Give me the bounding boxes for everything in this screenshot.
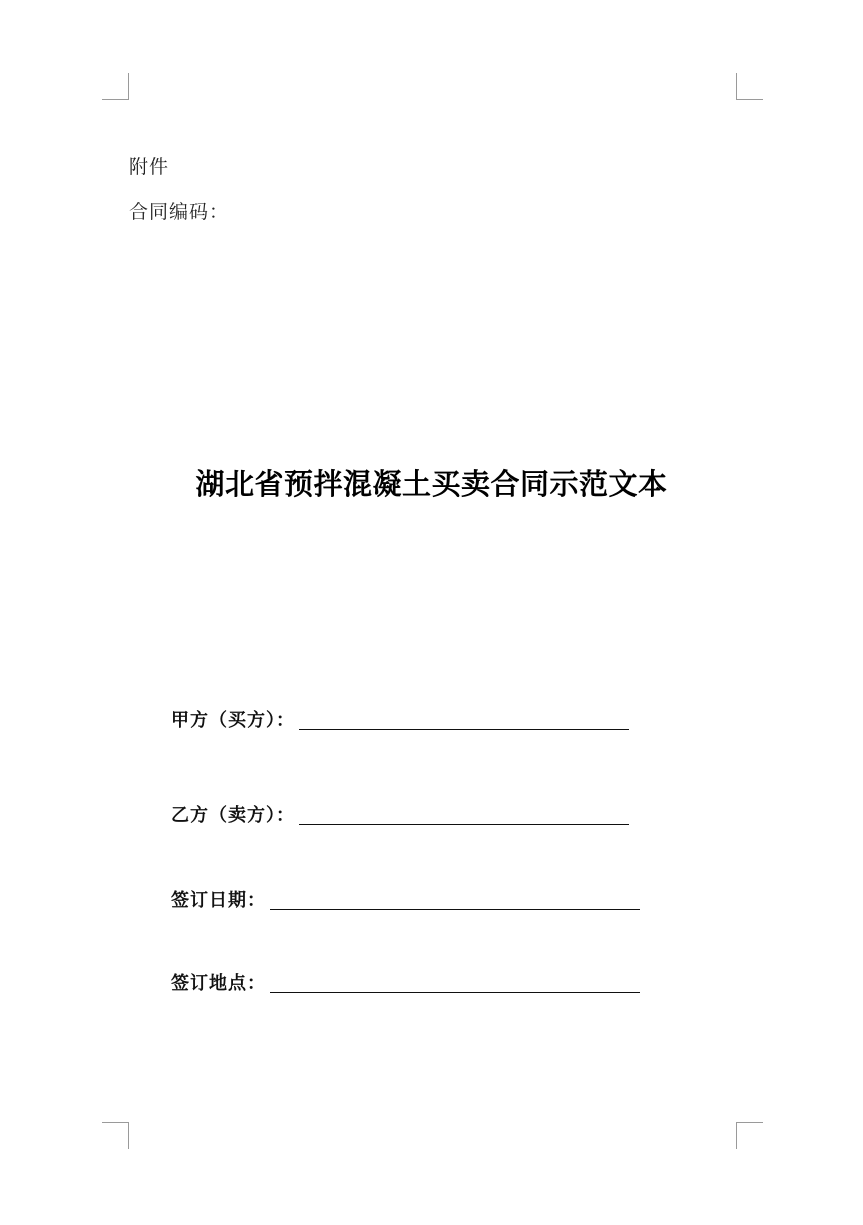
signing-place-blank[interactable] bbox=[270, 991, 640, 993]
contract-number-label: 合同编码： bbox=[129, 201, 230, 223]
party-a-field bbox=[171, 704, 629, 730]
attachment-label: 附件 bbox=[129, 156, 170, 178]
signing-place-field bbox=[171, 967, 640, 993]
document-title: 湖北省预拌混凝土买卖合同示范文本 bbox=[195, 467, 668, 501]
crop-mark-top-right bbox=[736, 73, 763, 100]
party-b-field bbox=[171, 799, 629, 825]
party-b-label: 乙方（卖方）： bbox=[171, 805, 295, 826]
crop-mark-bottom-left bbox=[102, 1122, 129, 1149]
party-a-label: 甲方（买方）： bbox=[171, 710, 295, 731]
party-b-blank[interactable] bbox=[299, 823, 629, 825]
signing-date-blank[interactable] bbox=[270, 908, 640, 910]
party-a-blank[interactable] bbox=[299, 728, 629, 730]
signing-date-field bbox=[171, 884, 640, 910]
crop-mark-bottom-right bbox=[736, 1122, 763, 1149]
signing-date-label: 签订日期： bbox=[171, 890, 266, 911]
signing-place-label: 签订地点： bbox=[171, 973, 266, 994]
crop-mark-top-left bbox=[102, 73, 129, 100]
